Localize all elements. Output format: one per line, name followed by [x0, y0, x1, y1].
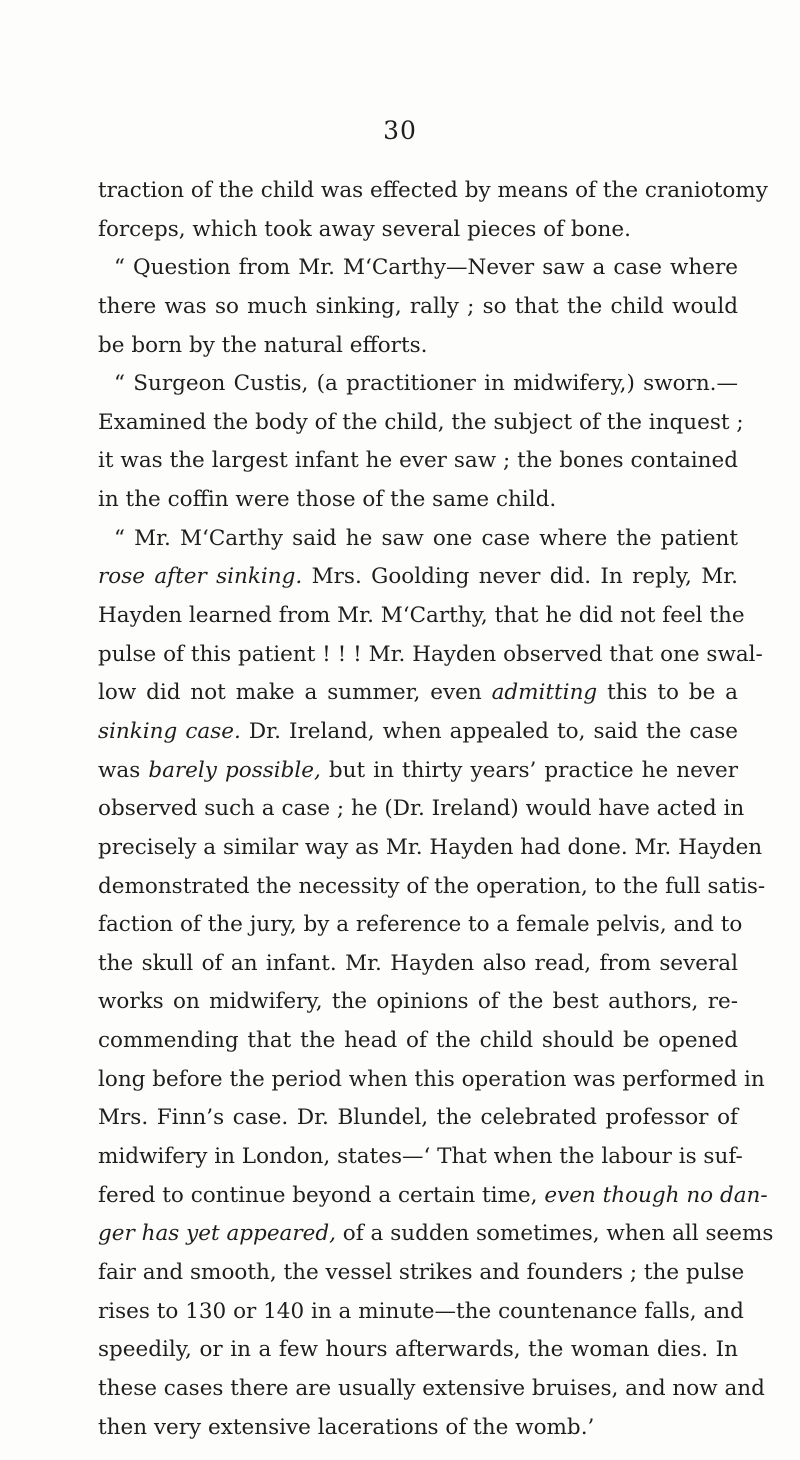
text-line: [98, 752, 738, 791]
text-line: pulse of this patient ! ! ! Mr. Hayden observed that one swal-: [98, 641, 763, 667]
text-run: but in thirty years’ practice he never: [320, 757, 738, 783]
text-line: “ Question from Mr. M‘Carthy—Never saw a case where: [114, 255, 738, 281]
text-run: Dr. Ireland, when appealed to, said the case: [240, 718, 738, 744]
text-line: be born by the natural efforts.: [98, 332, 428, 358]
text-line: [98, 558, 738, 597]
text-line: commending that the head of the child should be opened: [98, 1028, 738, 1054]
text-line: Hayden learned from Mr. M‘Carthy, that he did not feel the: [98, 603, 745, 629]
italic-phrase: rose after sinking.: [98, 564, 303, 590]
text-run: fered to continue beyond a certain time,: [98, 1182, 545, 1208]
text-line: “ Mr. M‘Carthy said he saw one case where the patient: [114, 525, 738, 551]
text-line: Examined the body of the child, the subject of the inquest ;: [98, 409, 744, 435]
italic-phrase: barely possible,: [148, 757, 321, 783]
text-line: [98, 674, 738, 713]
text-line: traction of the child was effected by means of the craniotomy: [98, 178, 768, 203]
text-run: Mrs. Goolding never did. In reply, Mr.: [302, 564, 739, 590]
text-line: forceps, which took away several pieces of bone.: [98, 216, 631, 242]
text-line: these cases there are usually extensive bruises, and now and: [98, 1375, 765, 1401]
text-run: of a sudden sometimes, when all seems: [335, 1221, 774, 1247]
italic-phrase: sinking case.: [98, 718, 241, 744]
text-line: demonstrated the necessity of the operation, to the full satis-: [98, 873, 766, 899]
text-line: faction of the jury, by a reference to a female pelvis, and to: [98, 912, 743, 938]
text-line: speedily, or in a few hours afterwards, the woman dies. In: [98, 1337, 738, 1363]
page-number: 30: [383, 116, 417, 145]
italic-phrase: admitting: [491, 680, 598, 706]
text-line: precisely a similar way as Mr. Hayden had done. Mr. Hayden: [98, 834, 763, 860]
text-line: “ Surgeon Custis, (a practitioner in midwifery,) sworn.—: [114, 371, 738, 397]
text-line: it was the largest infant he ever saw ; the bones contained: [98, 448, 738, 474]
text-line: the skull of an infant. Mr. Hayden also read, from several: [98, 950, 738, 976]
text-line: rises to 130 or 140 in a minute—the countenance falls, and: [98, 1298, 744, 1324]
text-line: fair and smooth, the vessel strikes and founders ; the pulse: [98, 1259, 745, 1285]
text-line: [98, 713, 738, 752]
italic-phrase: ger has yet appeared,: [98, 1221, 336, 1247]
text-line: observed such a case ; he (Dr. Ireland) would have acted in: [98, 796, 745, 822]
text-line: then very extensive lacerations of the womb.’: [98, 1414, 595, 1440]
text-line: in the coffin were those of the same child.: [98, 487, 557, 513]
italic-phrase: even though no dan-: [544, 1182, 768, 1208]
text-line: works on midwifery, the opinions of the best authors, re-: [98, 989, 738, 1015]
text-run: this to be a: [597, 680, 738, 706]
text-line: [98, 1177, 768, 1216]
text-line: long before the period when this operation was performed in: [98, 1066, 765, 1092]
text-line: [98, 1215, 774, 1254]
text-line: midwifery in London, states—‘ That when the labour is suf-: [98, 1144, 743, 1170]
body-text: [98, 172, 774, 1447]
text-run: was: [98, 757, 149, 783]
text-line: there was so much sinking, rally ; so that the child would: [98, 293, 738, 319]
text-line: Mrs. Finn’s case. Dr. Blundel, the celebrated professor of: [98, 1105, 738, 1131]
text-run: low did not make a summer, even: [98, 680, 492, 706]
